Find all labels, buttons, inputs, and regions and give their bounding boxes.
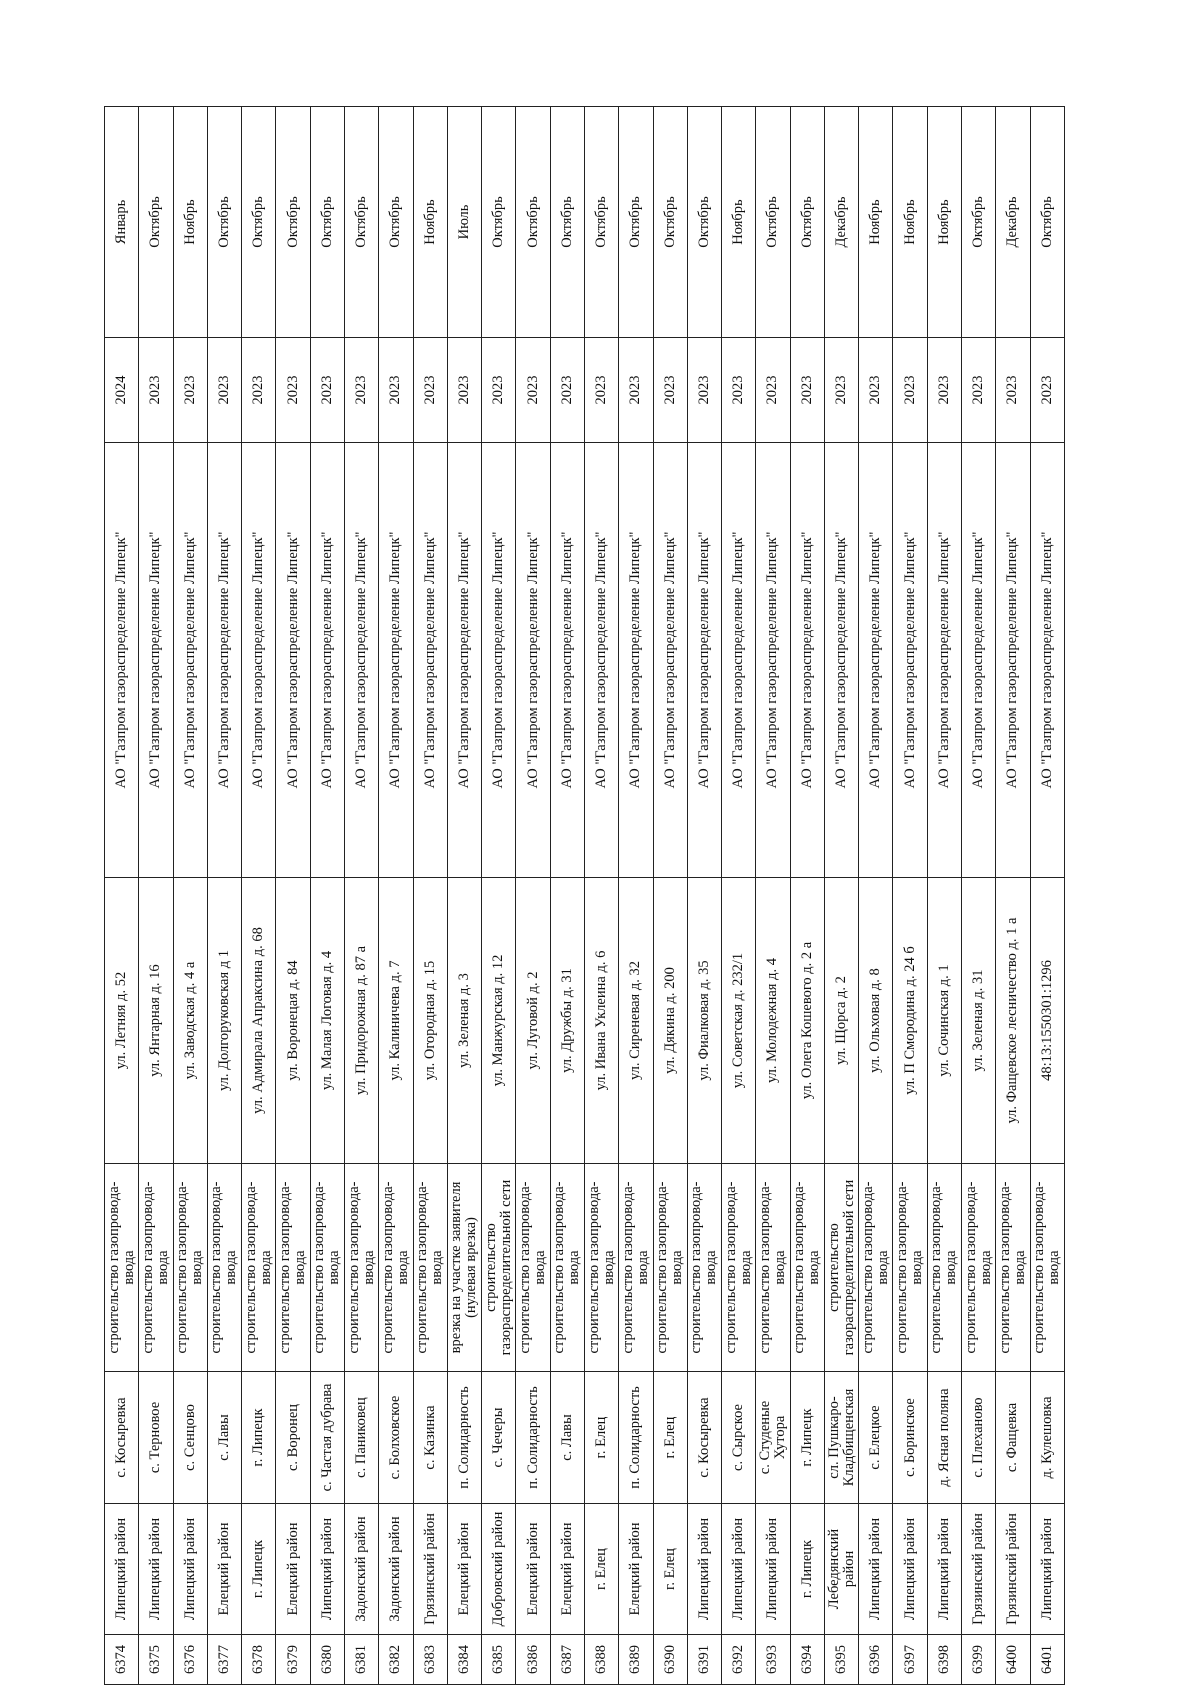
table-row — [516, 107, 550, 1685]
address-cell: ул. Ольховая д. 8 — [859, 878, 893, 1164]
locality-cell: с. Терновое — [139, 1372, 173, 1504]
table-row — [276, 107, 310, 1685]
table-row — [207, 107, 241, 1685]
table-row — [173, 107, 207, 1685]
year-cell: 2023 — [139, 338, 173, 443]
row-number: 6396 — [859, 1635, 893, 1685]
year-cell: 2023 — [687, 338, 721, 443]
district-cell: Грязинский район — [996, 1504, 1030, 1635]
district-cell: Елецкий район — [207, 1504, 241, 1635]
locality-cell: с. Казинка — [413, 1372, 447, 1504]
year-cell: 2023 — [893, 338, 927, 443]
year-cell: 2023 — [619, 338, 653, 443]
address-cell: ул. Сиреневая д. 32 — [619, 878, 653, 1164]
year-cell: 2023 — [207, 338, 241, 443]
table-row — [996, 107, 1030, 1685]
month-cell: Октябрь — [790, 107, 824, 338]
year-cell: 2023 — [584, 338, 618, 443]
year-cell: 2023 — [173, 338, 207, 443]
locality-cell: сл. Пушкаро-Кладбищенская — [824, 1372, 858, 1504]
organization-cell: АО "Газпром газораспределение Липецк" — [824, 443, 858, 878]
work-type-cell: строительство газопровода-ввода — [722, 1164, 756, 1372]
month-cell: Октябрь — [379, 107, 413, 338]
district-cell: г. Липецк — [790, 1504, 824, 1635]
district-cell: Грязинский район — [413, 1504, 447, 1635]
address-cell: ул. Фиалковая д. 35 — [687, 878, 721, 1164]
month-cell: Октябрь — [482, 107, 516, 338]
address-cell: ул. Заводская д. 4 а — [173, 878, 207, 1164]
organization-cell: АО "Газпром газораспределение Липецк" — [207, 443, 241, 878]
work-type-cell: строительство газопровода-ввода — [207, 1164, 241, 1372]
district-cell: Липецкий район — [310, 1504, 344, 1635]
month-cell: Июль — [447, 107, 481, 338]
year-cell: 2023 — [722, 338, 756, 443]
locality-cell: п. Солидарность — [619, 1372, 653, 1504]
row-number: 6388 — [584, 1635, 618, 1685]
organization-cell: АО "Газпром газораспределение Липецк" — [653, 443, 687, 878]
address-cell: ул. Воронецая д. 84 — [276, 878, 310, 1164]
locality-cell: п. Солидарность — [516, 1372, 550, 1504]
locality-cell: с. Студеные Хутора — [756, 1372, 790, 1504]
work-type-cell: строительство газопровода-ввода — [790, 1164, 824, 1372]
organization-cell: АО "Газпром газораспределение Липецк" — [413, 443, 447, 878]
organization-cell: АО "Газпром газораспределение Липецк" — [276, 443, 310, 878]
month-cell: Ноябрь — [173, 107, 207, 338]
year-cell: 2024 — [105, 338, 139, 443]
year-cell: 2023 — [276, 338, 310, 443]
address-cell: ул. Долгоруковская д 1 — [207, 878, 241, 1164]
organization-cell: АО "Газпром газораспределение Липецк" — [619, 443, 653, 878]
row-number: 6387 — [550, 1635, 584, 1685]
table-row — [105, 107, 139, 1685]
locality-cell: с. Плеханово — [962, 1372, 996, 1504]
address-cell: ул. Калиничева д. 7 — [379, 878, 413, 1164]
address-cell: ул. Дружбы д. 31 — [550, 878, 584, 1164]
district-cell: Липецкий район — [139, 1504, 173, 1635]
organization-cell: АО "Газпром газораспределение Липецк" — [173, 443, 207, 878]
table-row — [550, 107, 584, 1685]
year-cell: 2023 — [344, 338, 378, 443]
month-cell: Октябрь — [276, 107, 310, 338]
locality-cell: с. Лавы — [207, 1372, 241, 1504]
month-cell: Ноябрь — [413, 107, 447, 338]
address-cell: ул. Сочинская д. 1 — [927, 878, 961, 1164]
row-number: 6379 — [276, 1635, 310, 1685]
month-cell: Октябрь — [1030, 107, 1064, 338]
row-number: 6377 — [207, 1635, 241, 1685]
year-cell: 2023 — [996, 338, 1030, 443]
organization-cell: АО "Газпром газораспределение Липецк" — [242, 443, 276, 878]
work-type-cell: строительство газопровода-ввода — [962, 1164, 996, 1372]
row-number: 6392 — [722, 1635, 756, 1685]
month-cell: Октябрь — [207, 107, 241, 338]
work-type-cell: строительство газопровода-ввода — [105, 1164, 139, 1372]
year-cell: 2023 — [413, 338, 447, 443]
work-type-cell: строительство газопровода-ввода — [996, 1164, 1030, 1372]
address-cell: ул. Молодежная д. 4 — [756, 878, 790, 1164]
district-cell: Липецкий район — [859, 1504, 893, 1635]
locality-cell: г. Липецк — [242, 1372, 276, 1504]
work-type-cell: врезка на участке заявителя (нулевая врезка) — [447, 1164, 481, 1372]
row-number: 6381 — [344, 1635, 378, 1685]
month-cell: Октябрь — [516, 107, 550, 338]
table-row — [619, 107, 653, 1685]
work-type-cell: строительство газопровода-ввода — [344, 1164, 378, 1372]
locality-cell: г. Елец — [584, 1372, 618, 1504]
row-number: 6385 — [482, 1635, 516, 1685]
organization-cell: АО "Газпром газораспределение Липецк" — [859, 443, 893, 878]
locality-cell: с. Сенцово — [173, 1372, 207, 1504]
table-row — [893, 107, 927, 1685]
year-cell: 2023 — [482, 338, 516, 443]
organization-cell: АО "Газпром газораспределение Липецк" — [139, 443, 173, 878]
organization-cell: АО "Газпром газораспределение Липецк" — [310, 443, 344, 878]
row-number: 6376 — [173, 1635, 207, 1685]
organization-cell: АО "Газпром газораспределение Липецк" — [516, 443, 550, 878]
row-number: 6384 — [447, 1635, 481, 1685]
address-cell: ул. Придорожная д. 87 а — [344, 878, 378, 1164]
table-row — [139, 107, 173, 1685]
address-cell: ул. Щорса д. 2 — [824, 878, 858, 1164]
address-cell: ул. Янтарная д. 16 — [139, 878, 173, 1164]
locality-cell: с. Косыревка — [687, 1372, 721, 1504]
row-number: 6386 — [516, 1635, 550, 1685]
row-number: 6390 — [653, 1635, 687, 1685]
work-type-cell: строительство газопровода-ввода — [584, 1164, 618, 1372]
work-type-cell: строительство газопровода-ввода — [276, 1164, 310, 1372]
month-cell: Ноябрь — [927, 107, 961, 338]
month-cell: Октябрь — [619, 107, 653, 338]
address-cell: ул. Малая Логовая д. 4 — [310, 878, 344, 1164]
district-cell: Елецкий район — [550, 1504, 584, 1635]
district-cell: Липецкий район — [1030, 1504, 1064, 1635]
address-cell: ул. Ивана Уклеина д. 6 — [584, 878, 618, 1164]
organization-cell: АО "Газпром газораспределение Липецк" — [962, 443, 996, 878]
year-cell: 2023 — [927, 338, 961, 443]
district-cell: Елецкий район — [619, 1504, 653, 1635]
month-cell: Октябрь — [756, 107, 790, 338]
gas-connections-table — [104, 106, 1065, 1685]
month-cell: Октябрь — [139, 107, 173, 338]
district-cell: Липецкий район — [756, 1504, 790, 1635]
work-type-cell: строительство газопровода-ввода — [550, 1164, 584, 1372]
district-cell: Липецкий район — [893, 1504, 927, 1635]
locality-cell: с. Воронец — [276, 1372, 310, 1504]
district-cell: Липецкий район — [687, 1504, 721, 1635]
row-number: 6378 — [242, 1635, 276, 1685]
district-cell: Грязинский район — [962, 1504, 996, 1635]
row-number: 6382 — [379, 1635, 413, 1685]
month-cell: Октябрь — [242, 107, 276, 338]
district-cell: Липецкий район — [173, 1504, 207, 1635]
month-cell: Октябрь — [310, 107, 344, 338]
district-cell: Задонский район — [379, 1504, 413, 1635]
locality-cell: с. Боринское — [893, 1372, 927, 1504]
work-type-cell: строительство газопровода-ввода — [516, 1164, 550, 1372]
district-cell: Елецкий район — [516, 1504, 550, 1635]
organization-cell: АО "Газпром газораспределение Липецк" — [105, 443, 139, 878]
organization-cell: АО "Газпром газораспределение Липецк" — [996, 443, 1030, 878]
work-type-cell: строительство газопровода-ввода — [756, 1164, 790, 1372]
year-cell: 2023 — [447, 338, 481, 443]
organization-cell: АО "Газпром газораспределение Липецк" — [756, 443, 790, 878]
locality-cell: с. Болховское — [379, 1372, 413, 1504]
month-cell: Октябрь — [687, 107, 721, 338]
district-cell: Липецкий район — [722, 1504, 756, 1635]
row-number: 6397 — [893, 1635, 927, 1685]
work-type-cell: строительство газопровода-ввода — [173, 1164, 207, 1372]
row-number: 6398 — [927, 1635, 961, 1685]
row-number: 6374 — [105, 1635, 139, 1685]
month-cell: Октябрь — [584, 107, 618, 338]
locality-cell: д. Кулешовка — [1030, 1372, 1064, 1504]
district-cell: Задонский район — [344, 1504, 378, 1635]
district-cell: г. Липецк — [242, 1504, 276, 1635]
locality-cell: с. Лавы — [550, 1372, 584, 1504]
row-number: 6395 — [824, 1635, 858, 1685]
address-cell: ул. Летняя д. 52 — [105, 878, 139, 1164]
work-type-cell: строительство газопровода-ввода — [1030, 1164, 1064, 1372]
organization-cell: АО "Газпром газораспределение Липецк" — [687, 443, 721, 878]
year-cell: 2023 — [756, 338, 790, 443]
table-row — [927, 107, 961, 1685]
address-cell: ул. Олега Кошевого д. 2 а — [790, 878, 824, 1164]
month-cell: Ноябрь — [859, 107, 893, 338]
year-cell: 2023 — [859, 338, 893, 443]
year-cell: 2023 — [242, 338, 276, 443]
address-cell: ул. Зеленая д. 3 — [447, 878, 481, 1164]
organization-cell: АО "Газпром газораспределение Липецк" — [584, 443, 618, 878]
table-row — [344, 107, 378, 1685]
year-cell: 2023 — [962, 338, 996, 443]
organization-cell: АО "Газпром газораспределение Липецк" — [447, 443, 481, 878]
locality-cell: с. Сырское — [722, 1372, 756, 1504]
organization-cell: АО "Газпром газораспределение Липецк" — [344, 443, 378, 878]
locality-cell: с. Паниковец — [344, 1372, 378, 1504]
table-row — [653, 107, 687, 1685]
row-number: 6400 — [996, 1635, 1030, 1685]
year-cell: 2023 — [1030, 338, 1064, 443]
locality-cell: с. Косыревка — [105, 1372, 139, 1504]
work-type-cell: строительство газопровода-ввода — [653, 1164, 687, 1372]
row-number: 6394 — [790, 1635, 824, 1685]
organization-cell: АО "Газпром газораспределение Липецк" — [482, 443, 516, 878]
month-cell: Ноябрь — [893, 107, 927, 338]
row-number: 6389 — [619, 1635, 653, 1685]
year-cell: 2023 — [310, 338, 344, 443]
locality-cell: г. Липецк — [790, 1372, 824, 1504]
district-cell: Липецкий район — [105, 1504, 139, 1635]
district-cell: Елецкий район — [447, 1504, 481, 1635]
address-cell: ул. Луговой д. 2 — [516, 878, 550, 1164]
table-row — [756, 107, 790, 1685]
work-type-cell: строительство газопровода-ввода — [859, 1164, 893, 1372]
month-cell: Октябрь — [550, 107, 584, 338]
table-row — [962, 107, 996, 1685]
table-row — [379, 107, 413, 1685]
month-cell: Октябрь — [653, 107, 687, 338]
district-cell: г. Елец — [653, 1504, 687, 1635]
row-number: 6375 — [139, 1635, 173, 1685]
year-cell: 2023 — [790, 338, 824, 443]
table-row — [447, 107, 481, 1685]
table-row — [859, 107, 893, 1685]
month-cell: Октябрь — [962, 107, 996, 338]
district-cell: Добровский район — [482, 1504, 516, 1635]
work-type-cell: строительство газопровода-ввода — [893, 1164, 927, 1372]
table-row — [1030, 107, 1064, 1685]
locality-cell: г. Елец — [653, 1372, 687, 1504]
organization-cell: АО "Газпром газораспределение Липецк" — [1030, 443, 1064, 878]
organization-cell: АО "Газпром газораспределение Липецк" — [927, 443, 961, 878]
work-type-cell: строительство газораспределительной сети — [824, 1164, 858, 1372]
address-cell: ул. Советская д. 232/1 — [722, 878, 756, 1164]
table-row — [482, 107, 516, 1685]
work-type-cell: строительство газопровода-ввода — [310, 1164, 344, 1372]
month-cell: Октябрь — [344, 107, 378, 338]
address-cell: ул. Манжурская д. 12 — [482, 878, 516, 1164]
district-cell: Липецкий район — [927, 1504, 961, 1635]
locality-cell: с. Елецкое — [859, 1372, 893, 1504]
year-cell: 2023 — [550, 338, 584, 443]
year-cell: 2023 — [824, 338, 858, 443]
locality-cell: п. Солидарность — [447, 1372, 481, 1504]
work-type-cell: строительство газопровода-ввода — [379, 1164, 413, 1372]
work-type-cell: строительство газопровода-ввода — [927, 1164, 961, 1372]
table-row — [310, 107, 344, 1685]
work-type-cell: строительство газораспределительной сети — [482, 1164, 516, 1372]
locality-cell: с. Частая дубрава — [310, 1372, 344, 1504]
rotated-page — [104, 107, 1065, 1685]
address-cell: 48:13:1550301:1296 — [1030, 878, 1064, 1164]
address-cell: ул. Адмирала Апраксина д. 68 — [242, 878, 276, 1164]
month-cell: Декабрь — [996, 107, 1030, 338]
table-row — [584, 107, 618, 1685]
address-cell: ул. Зеленая д. 31 — [962, 878, 996, 1164]
month-cell: Январь — [105, 107, 139, 338]
year-cell: 2023 — [379, 338, 413, 443]
month-cell: Декабрь — [824, 107, 858, 338]
locality-cell: с. Чечеры — [482, 1372, 516, 1504]
locality-cell: д. Ясная поляна — [927, 1372, 961, 1504]
table-row — [790, 107, 824, 1685]
address-cell: ул. П Смородина д. 24 б — [893, 878, 927, 1164]
work-type-cell: строительство газопровода-ввода — [687, 1164, 721, 1372]
district-cell: Лебедянский район — [824, 1504, 858, 1635]
organization-cell: АО "Газпром газораспределение Липецк" — [790, 443, 824, 878]
table-row — [413, 107, 447, 1685]
table-row — [824, 107, 858, 1685]
district-cell: г. Елец — [584, 1504, 618, 1635]
work-type-cell: строительство газопровода-ввода — [619, 1164, 653, 1372]
year-cell: 2023 — [516, 338, 550, 443]
work-type-cell: строительство газопровода-ввода — [413, 1164, 447, 1372]
row-number: 6393 — [756, 1635, 790, 1685]
address-cell: ул. Фащевское лесничество д. 1 а — [996, 878, 1030, 1164]
table-body — [105, 107, 1065, 1685]
organization-cell: АО "Газпром газораспределение Липецк" — [550, 443, 584, 878]
table-row — [722, 107, 756, 1685]
row-number: 6399 — [962, 1635, 996, 1685]
table-row — [687, 107, 721, 1685]
organization-cell: АО "Газпром газораспределение Липецк" — [379, 443, 413, 878]
month-cell: Ноябрь — [722, 107, 756, 338]
row-number: 6401 — [1030, 1635, 1064, 1685]
work-type-cell: строительство газопровода-ввода — [242, 1164, 276, 1372]
locality-cell: с. Фащевка — [996, 1372, 1030, 1504]
work-type-cell: строительство газопровода-ввода — [139, 1164, 173, 1372]
row-number: 6383 — [413, 1635, 447, 1685]
organization-cell: АО "Газпром газораспределение Липецк" — [722, 443, 756, 878]
address-cell: ул. Дякина д. 200 — [653, 878, 687, 1164]
row-number: 6380 — [310, 1635, 344, 1685]
year-cell: 2023 — [653, 338, 687, 443]
row-number: 6391 — [687, 1635, 721, 1685]
address-cell: ул. Огородная д. 15 — [413, 878, 447, 1164]
organization-cell: АО "Газпром газораспределение Липецк" — [893, 443, 927, 878]
district-cell: Елецкий район — [276, 1504, 310, 1635]
table-row — [242, 107, 276, 1685]
